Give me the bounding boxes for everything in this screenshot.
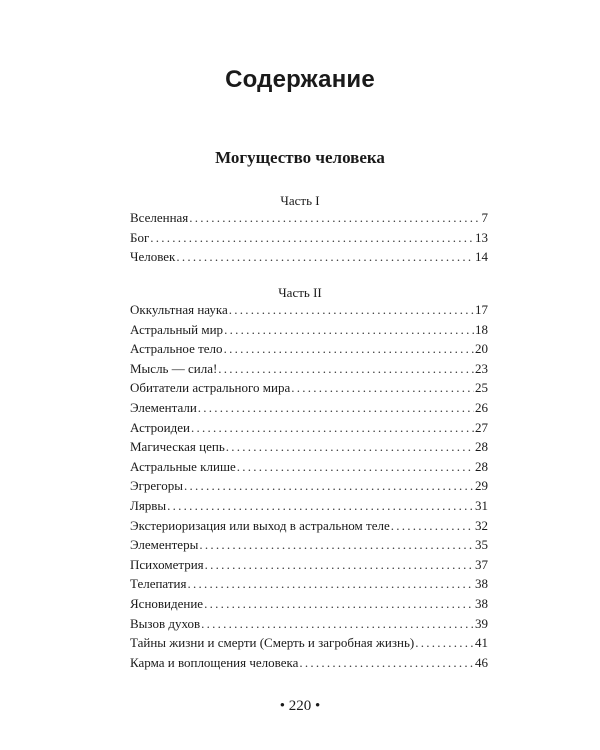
toc-entry	[130, 478, 488, 498]
toc-entry-title: Вселенная	[130, 210, 189, 225]
dot-leader	[291, 380, 474, 396]
toc-entry-page: 23	[475, 360, 488, 376]
toc-entry-title: Ясновидение	[130, 595, 204, 611]
dot-leader	[204, 596, 474, 612]
dot-leader	[224, 341, 474, 357]
toc-entry-title: Элементеры	[130, 537, 199, 553]
dot-leader	[229, 302, 474, 318]
toc-entry-title: Вызов духов	[130, 615, 201, 631]
toc-entry-title: Астральный мир	[130, 321, 224, 337]
toc-entry	[130, 576, 488, 596]
toc-entry-title: Экстериоризация или выход в астральном теле	[130, 517, 390, 533]
toc-entry-page: 35	[475, 537, 488, 553]
toc-entry-page: 25	[475, 380, 488, 396]
toc-entry	[130, 361, 488, 381]
toc-entry	[130, 518, 488, 538]
toc-entry	[130, 210, 488, 230]
toc-entry	[130, 302, 488, 322]
dot-leader	[201, 616, 474, 632]
toc-entry	[130, 380, 488, 400]
part-heading-2: Часть II	[278, 285, 322, 300]
toc-entry-title: Карма и воплощения человека	[130, 654, 299, 670]
toc-entry-page: 39	[475, 615, 488, 631]
toc-entry-page: 32	[475, 517, 488, 533]
toc-entry-title: Телепатия	[130, 576, 187, 592]
toc-entry	[130, 537, 488, 557]
dot-leader	[224, 322, 474, 338]
toc-entry	[130, 439, 488, 459]
toc-entry-page: 29	[475, 478, 488, 494]
toc-entry-page: 13	[475, 229, 488, 245]
toc-entry-page: 28	[475, 439, 488, 455]
toc-entry	[130, 230, 488, 250]
toc-entry-page: 38	[475, 595, 488, 611]
toc-entry	[130, 635, 488, 655]
toc-entry	[130, 341, 488, 361]
toc-entry-title: Человек	[130, 249, 176, 265]
toc-entry-title: Мысль — сила!	[130, 360, 218, 376]
toc-entry	[130, 420, 488, 440]
toc-entry-page: 20	[475, 341, 488, 357]
dot-leader	[187, 576, 474, 592]
toc-entry-title: Магическая цепь	[130, 439, 225, 455]
part-heading-1: Часть I	[280, 193, 320, 208]
dot-leader	[226, 439, 474, 455]
toc-entry-title: Элементали	[130, 399, 197, 415]
dot-leader	[391, 518, 474, 534]
dot-leader	[191, 420, 474, 436]
toc-list-part-1	[130, 210, 488, 269]
toc-entry-title: Лярвы	[130, 497, 167, 513]
toc-entry-title: Бог	[130, 229, 150, 245]
page-title: Содержание	[225, 66, 375, 93]
page-number: • 220 •	[279, 698, 321, 714]
dot-leader	[184, 478, 474, 494]
toc-entry	[130, 616, 488, 636]
toc-entry-title: Оккультная наука	[130, 302, 228, 317]
toc-entry-page: 41	[475, 635, 488, 651]
dot-leader	[150, 230, 474, 246]
toc-entry	[130, 655, 488, 675]
dot-leader	[205, 557, 474, 573]
toc-entry-title: Эгрегоры	[130, 478, 183, 494]
dot-leader	[199, 537, 474, 553]
toc-entry-page: 7	[481, 210, 488, 225]
dot-leader	[218, 361, 474, 377]
toc-entry-page: 14	[475, 249, 488, 265]
toc-entry	[130, 498, 488, 518]
toc-list-part-2	[130, 302, 488, 674]
toc-entry-page: 31	[475, 497, 488, 513]
dot-leader	[299, 655, 474, 671]
toc-entry	[130, 557, 488, 577]
toc-entry	[130, 400, 488, 420]
toc-entry-title: Психометрия	[130, 556, 204, 572]
book-title: Могущество человека	[215, 148, 385, 167]
toc-entry-page: 38	[475, 576, 488, 592]
toc-entry	[130, 459, 488, 479]
dot-leader	[167, 498, 474, 514]
toc-entry-page: 37	[475, 556, 488, 572]
toc-entry-title: Астроидеи	[130, 419, 190, 435]
dot-leader	[198, 400, 474, 416]
toc-entry-title: Тайны жизни и смерти (Смерть и загробная жизнь)	[130, 635, 415, 651]
toc-entry	[130, 322, 488, 342]
dot-leader	[415, 635, 474, 651]
toc-entry-page: 27	[475, 419, 488, 435]
toc-entry	[130, 596, 488, 616]
toc-entry-page: 17	[475, 302, 488, 317]
toc-entry-title: Астральные клише	[130, 458, 236, 474]
toc-entry-page: 18	[475, 321, 488, 337]
toc-entry-page: 28	[475, 458, 488, 474]
dot-leader	[176, 249, 474, 265]
toc-entry-page: 46	[475, 654, 488, 670]
toc-entry-title: Обитатели астрального мира	[130, 380, 291, 396]
dot-leader	[189, 210, 480, 226]
toc-entry-title: Астральное тело	[130, 341, 223, 357]
dot-leader	[237, 459, 474, 475]
toc-entry	[130, 249, 488, 269]
toc-entry-page: 26	[475, 399, 488, 415]
